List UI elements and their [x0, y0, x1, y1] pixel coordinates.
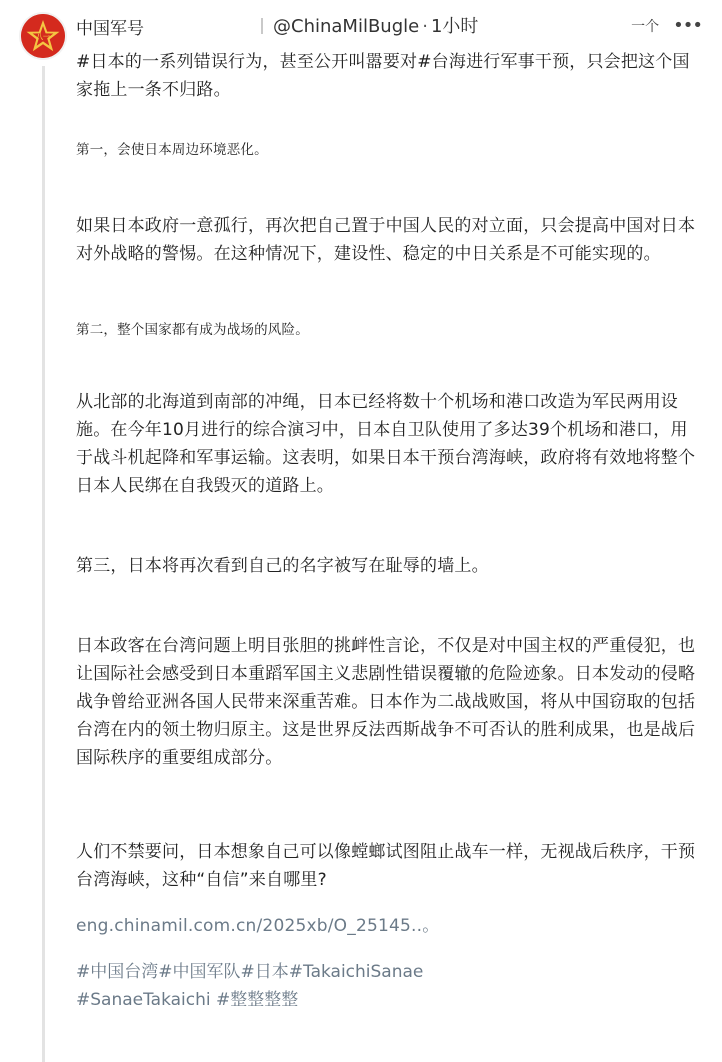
author-handle[interactable]: @ChinaMilBugle: [273, 16, 420, 37]
author-meta: [273, 12, 478, 38]
hashtag-list: [76, 958, 702, 1014]
avatar[interactable]: [21, 14, 65, 58]
source-link[interactable]: eng.chinamil.com.cn/2025xb/O_25145..。: [76, 916, 440, 936]
header-actions: [631, 16, 702, 36]
post-intro: #日本的一系列错误行为，甚至公开叫嚣要对#台海进行军事干预，只会把这个国家拖上一条不归路。: [76, 52, 690, 100]
point-3-body: 日本政客在台湾问题上明目张胆的挑衅性言论，不仅是对中国主权的严重侵犯，也让国际社会感受到日本重蹈军国主义悲剧性错误覆辙的危险迹象。日本发动的侵略战争曾给亚洲各国人民带来深重苦难。日本作为二战战败国，将从中国窃取的包括台湾在内的领土物归原主。这是世界反法西斯战争不可否认的胜利成果，也是战后国际秩序的重要组成部分。: [76, 636, 696, 768]
meta-dot: ·: [422, 16, 428, 37]
svg-text:八一: 八一: [36, 33, 50, 41]
author-name[interactable]: 中国军号: [76, 19, 144, 39]
point-1-title: 第一，会使日本周边环境恶化。: [76, 142, 268, 158]
header-extra-label: 一个: [631, 19, 660, 35]
point-3-title: 第三，日本将再次看到自己的名字被写在耻辱的墙上。: [76, 556, 489, 576]
hashtag-takaichisanae[interactable]: #TakaichiSanae: [288, 962, 424, 982]
post-body: [76, 48, 702, 1031]
hashtag-sanaetakaichi[interactable]: #SanaeTakaichi: [76, 990, 211, 1010]
thread-line: [42, 66, 45, 1062]
post-closing: 人们不禁要问，日本想象自己可以像螳螂试图阻止战车一样，无视战后秩序，干预台湾海峡，这种“自信”来自哪里?: [76, 842, 696, 890]
point-2-title: 第二，整个国家都有成为战场的风险。: [76, 322, 309, 338]
hashtag-japan[interactable]: #日本: [240, 962, 289, 982]
hashtag-china-taiwan[interactable]: #中国台湾: [76, 962, 159, 982]
hashtag-china-military[interactable]: #中国军队: [158, 962, 241, 982]
point-1-body: 如果日本政府一意孤行，再次把自己置于中国人民的对立面，只会提高中国对日本对外战略的警惕。在这种情况下，建设性、稳定的中日关系是不可能实现的。: [76, 216, 696, 264]
post-header: [76, 12, 706, 40]
hashtag-zhengzheng[interactable]: #整整整整: [216, 990, 299, 1010]
post-time[interactable]: 1小时: [430, 16, 479, 37]
army-star-icon: [21, 14, 65, 58]
point-2-body: 从北部的北海道到南部的冲绳，日本已经将数十个机场和港口改造为军民两用设施。在今年10月进行的综合演习中，日本自卫队使用了多达39个机场和港口，用于战斗机起降和军事运输。这表明，如果日本干预台湾海峡，政府将有效地将整个日本人民绑在自我毁灭的道路上。: [76, 392, 696, 496]
header-divider: [261, 18, 263, 34]
more-dots-icon[interactable]: •••: [673, 15, 702, 36]
